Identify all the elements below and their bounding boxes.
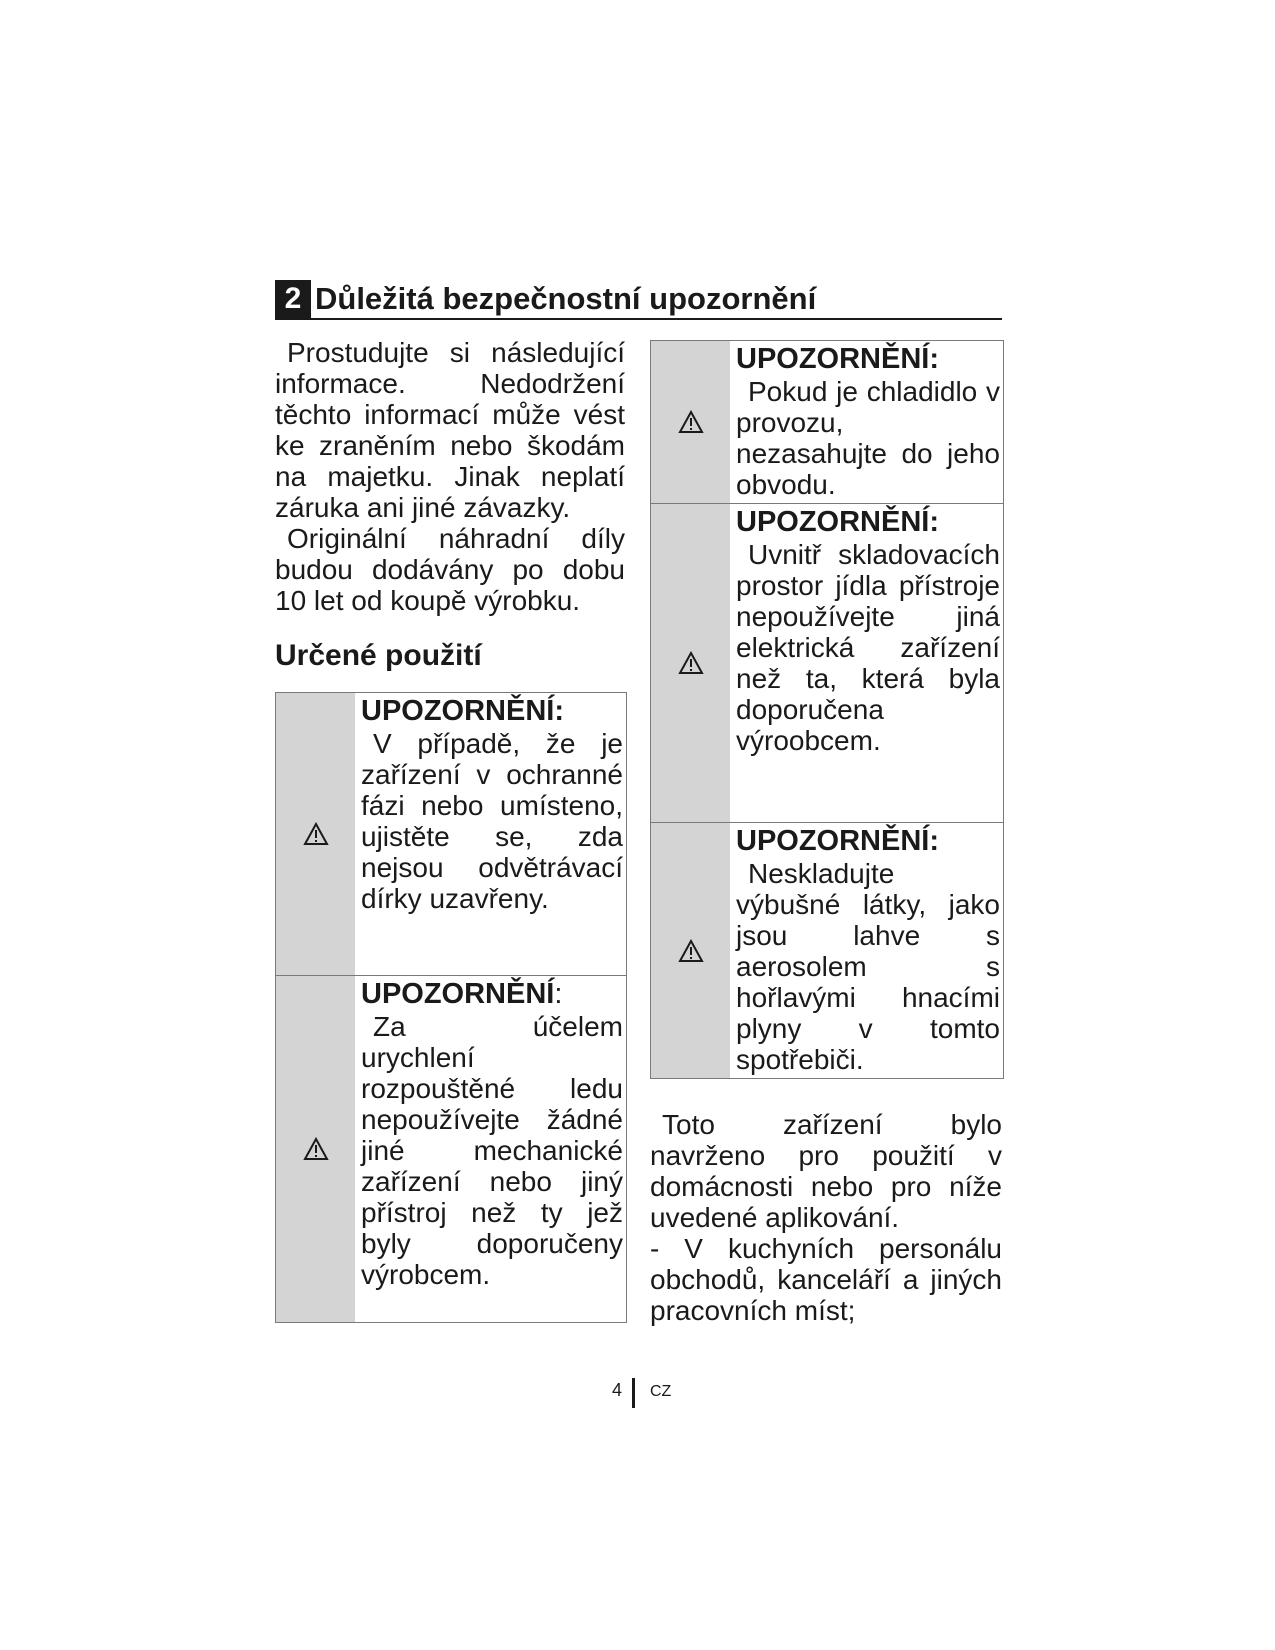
warning-row: [276, 693, 626, 975]
warning-row: [276, 975, 626, 1322]
intro-paragraph: Prostudujte si následující informace. Nedodržení těchto informací může vést ke zraněním nebo škodám na majetku. Jinak neplatí záruka ani jiné závazky.: [275, 337, 625, 523]
warning-icon-cell: [651, 341, 730, 503]
warning-row: [651, 822, 1003, 1078]
warning-text: Uvnitř skladovacích prostor jídla přístroje nepoužívejte jiná elektrická zařízení než ta, která byla doporučena výroobcem.: [736, 539, 1000, 756]
warning-text-cell: [355, 693, 626, 975]
warning-label: UPOZORNĚNÍ:: [736, 343, 939, 375]
warning-icon-cell: [651, 823, 730, 1078]
warning-triangle-icon: [678, 410, 704, 434]
right-column: [650, 340, 1002, 1326]
usage-paragraph: Toto zařízení bylo navrženo pro použití v domácnosti nebo pro níže uvedené aplikování.: [650, 1109, 1002, 1233]
warning-text-cell: [355, 976, 626, 1322]
section-title: Důležitá bezpečnostní upozornění: [315, 281, 817, 316]
warning-label: UPOZORNĚNÍ:: [736, 506, 939, 538]
warning-label: UPOZORNĚNÍ:: [736, 825, 939, 857]
warning-triangle-icon: [678, 651, 704, 675]
warning-text: Za účelem urychlení rozpouštěné ledu nepoužívejte žádné jiné mechanické zařízení nebo jiný přístroj než ty jež byly doporučeny výrobcem.: [361, 1011, 623, 1290]
warning-table-right: [650, 340, 1004, 1079]
usage-list-item: - V kuchyních personálu obchodů, kanceláří a jiných pracovních míst;: [650, 1233, 1002, 1326]
warning-text: Pokud je chladidlo v provozu, nezasahujte do jeho obvodu.: [736, 376, 1000, 500]
warning-text-cell: [730, 341, 1003, 503]
warning-table-left: [275, 692, 627, 1323]
page-number: 4: [612, 1380, 623, 1400]
warning-label: UPOZORNĚNÍ:: [361, 978, 563, 1010]
warning-row: [651, 341, 1003, 503]
warning-icon-cell: [276, 693, 355, 975]
warning-icon-cell: [276, 976, 355, 1322]
warning-icon-cell: [651, 504, 730, 822]
warning-triangle-icon: [303, 1137, 329, 1161]
warning-label: UPOZORNĚNÍ:: [361, 695, 564, 727]
language-code: CZ: [650, 1383, 672, 1400]
section-header: [275, 280, 1002, 320]
left-column: [275, 337, 625, 1323]
warning-text-cell: [730, 823, 1003, 1078]
warning-text-cell: [730, 504, 1003, 822]
warning-triangle-icon: [303, 822, 329, 846]
warning-triangle-icon: [678, 939, 704, 963]
footer-divider: [632, 1378, 635, 1408]
spare-parts-paragraph: Originální náhradní díly budou dodávány po dobu 10 let od koupě výrobku.: [275, 523, 625, 616]
warning-text: V případě, že je zařízení v ochranné fázi nebo umísteno, ujistěte se, zda nejsou odvětrávací dírky uzavřeny.: [361, 728, 623, 914]
warning-text: Neskladujte výbušné látky, jako jsou lahve s aerosolem s hořlavými hnacími plyny v tomto spotřebiči.: [736, 858, 1000, 1075]
warning-row: [651, 503, 1003, 822]
intended-use-heading: Určené použití: [275, 639, 482, 672]
section-number: 2: [275, 280, 311, 318]
